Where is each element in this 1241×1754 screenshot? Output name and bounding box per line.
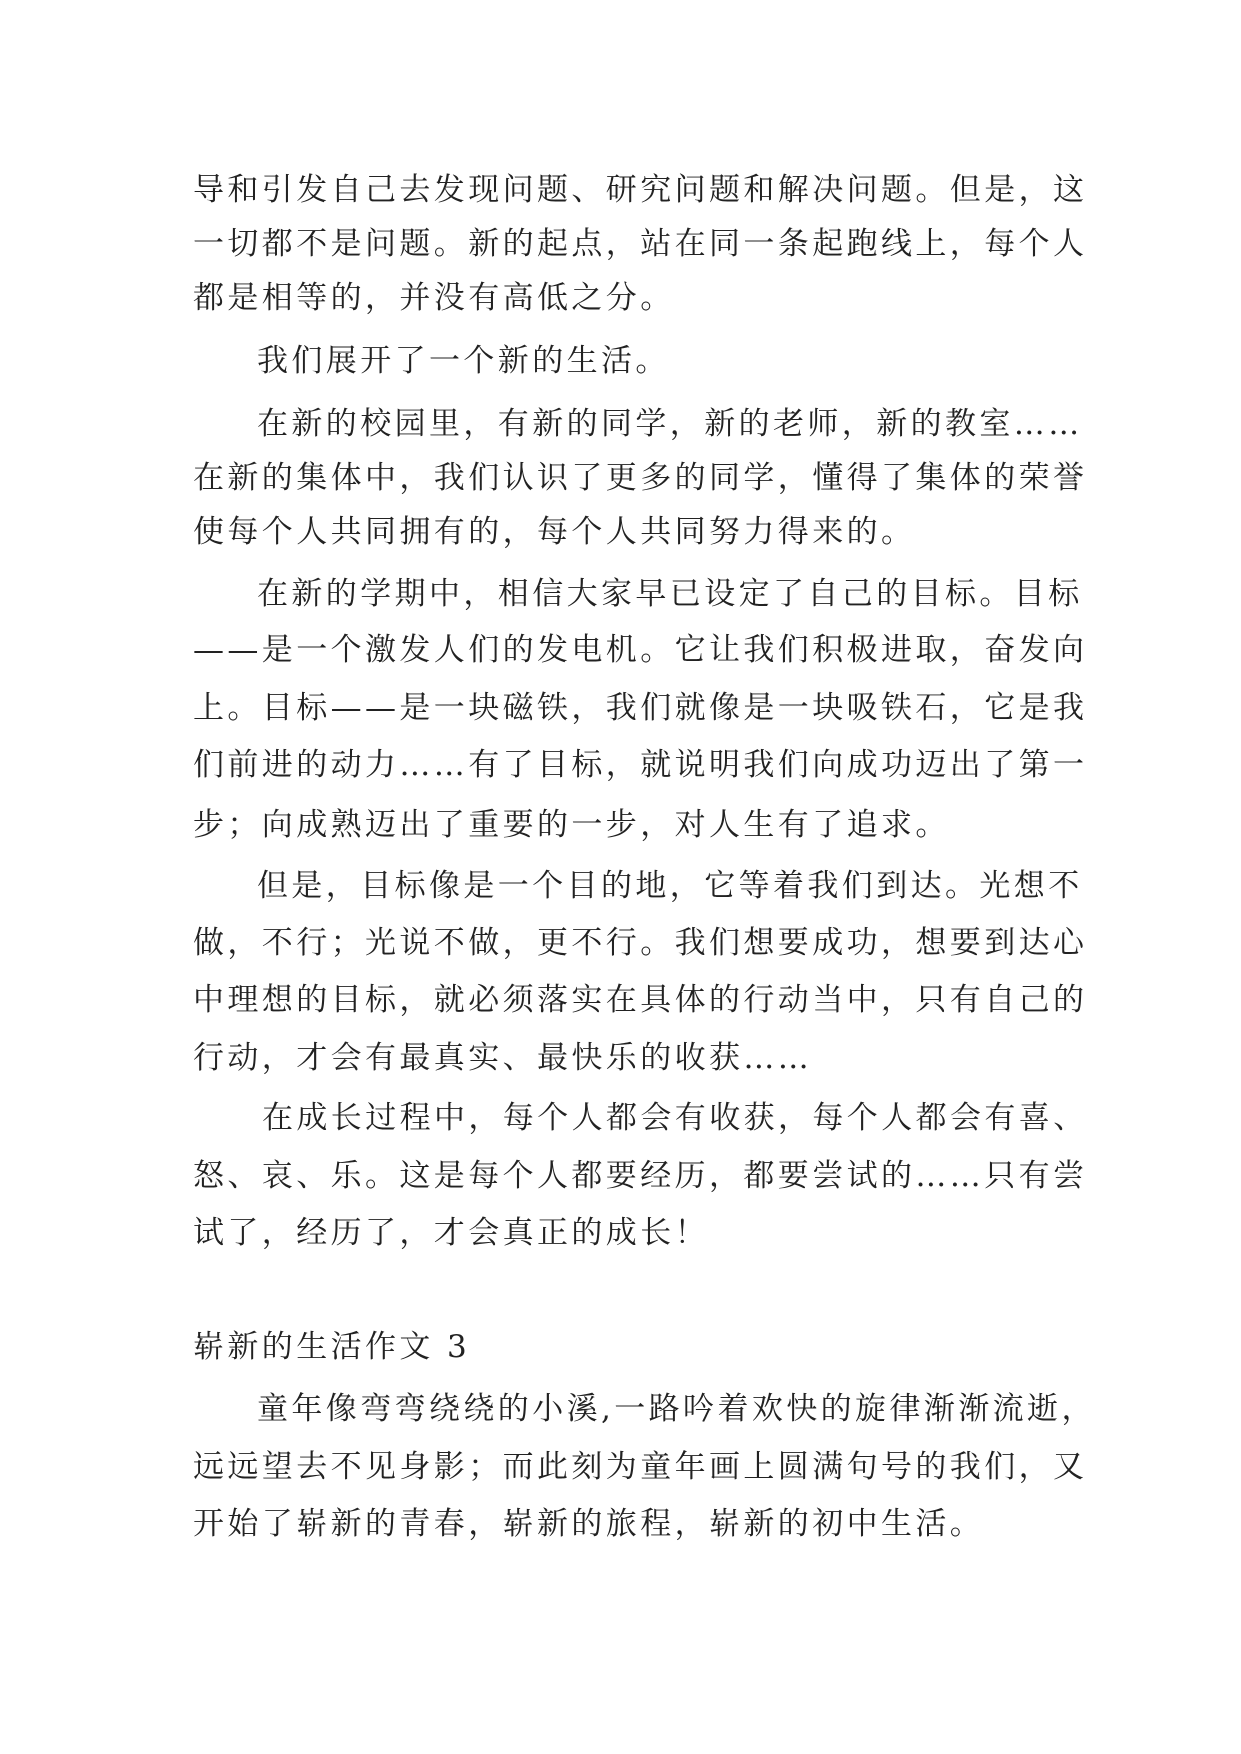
paragraph-line: 童年像弯弯绕绕的小溪,一路吟着欢快的旋律渐渐流逝， [257, 1391, 1096, 1427]
paragraph-line: 但是，目标像是一个目的地，它等着我们到达。光想不 [257, 868, 1083, 904]
paragraph-line: 在新的校园里，有新的同学，新的老师，新的教室…… [257, 406, 1083, 442]
paragraph-line: 都是相等的，并没有高低之分。 [193, 280, 675, 316]
paragraph-line: 一切都不是问题。新的起点，站在同一条起跑线上，每个人 [193, 226, 1088, 262]
paragraph-line: 行动，才会有最真实、最快乐的收获…… [193, 1040, 813, 1076]
paragraph-line: 在新的学期中，相信大家早已设定了自己的目标。目标 [257, 576, 1083, 612]
paragraph-line: 步；向成熟迈出了重要的一步，对人生有了追求。 [193, 807, 950, 843]
paragraph-line: 做，不行；光说不做，更不行。我们想要成功，想要到达心 [193, 925, 1088, 961]
paragraph-line: 在成长过程中，每个人都会有收获，每个人都会有喜、 [262, 1100, 1088, 1136]
paragraph-line: 上。目标——是一块磁铁，我们就像是一块吸铁石，它是我 [193, 690, 1088, 726]
paragraph-line: ——是一个激发人们的发电机。它让我们积极进取，奋发向 [193, 632, 1088, 668]
section-heading: 崭新的生活作文 3 [193, 1329, 471, 1365]
paragraph-line: 开始了崭新的青春，崭新的旅程，崭新的初中生活。 [193, 1506, 985, 1542]
paragraph-line: 我们展开了一个新的生活。 [257, 343, 670, 379]
paragraph-line: 远远望去不见身影；而此刻为童年画上圆满句号的我们，又 [193, 1449, 1088, 1485]
paragraph-line: 试了，经历了，才会真正的成长！ [193, 1215, 709, 1251]
paragraph-line: 在新的集体中，我们认识了更多的同学，懂得了集体的荣誉 [193, 460, 1088, 496]
paragraph-line: 怒、哀、乐。这是每个人都要经历，都要尝试的……只有尝 [193, 1158, 1088, 1194]
paragraph-line: 们前进的动力……有了目标，就说明我们向成功迈出了第一 [193, 747, 1088, 783]
paragraph-line: 导和引发自己去发现问题、研究问题和解决问题。但是，这 [193, 172, 1088, 208]
paragraph-line: 中理想的目标，就必须落实在具体的行动当中，只有自己的 [193, 982, 1088, 1018]
paragraph-line: 使每个人共同拥有的，每个人共同努力得来的。 [193, 514, 916, 550]
